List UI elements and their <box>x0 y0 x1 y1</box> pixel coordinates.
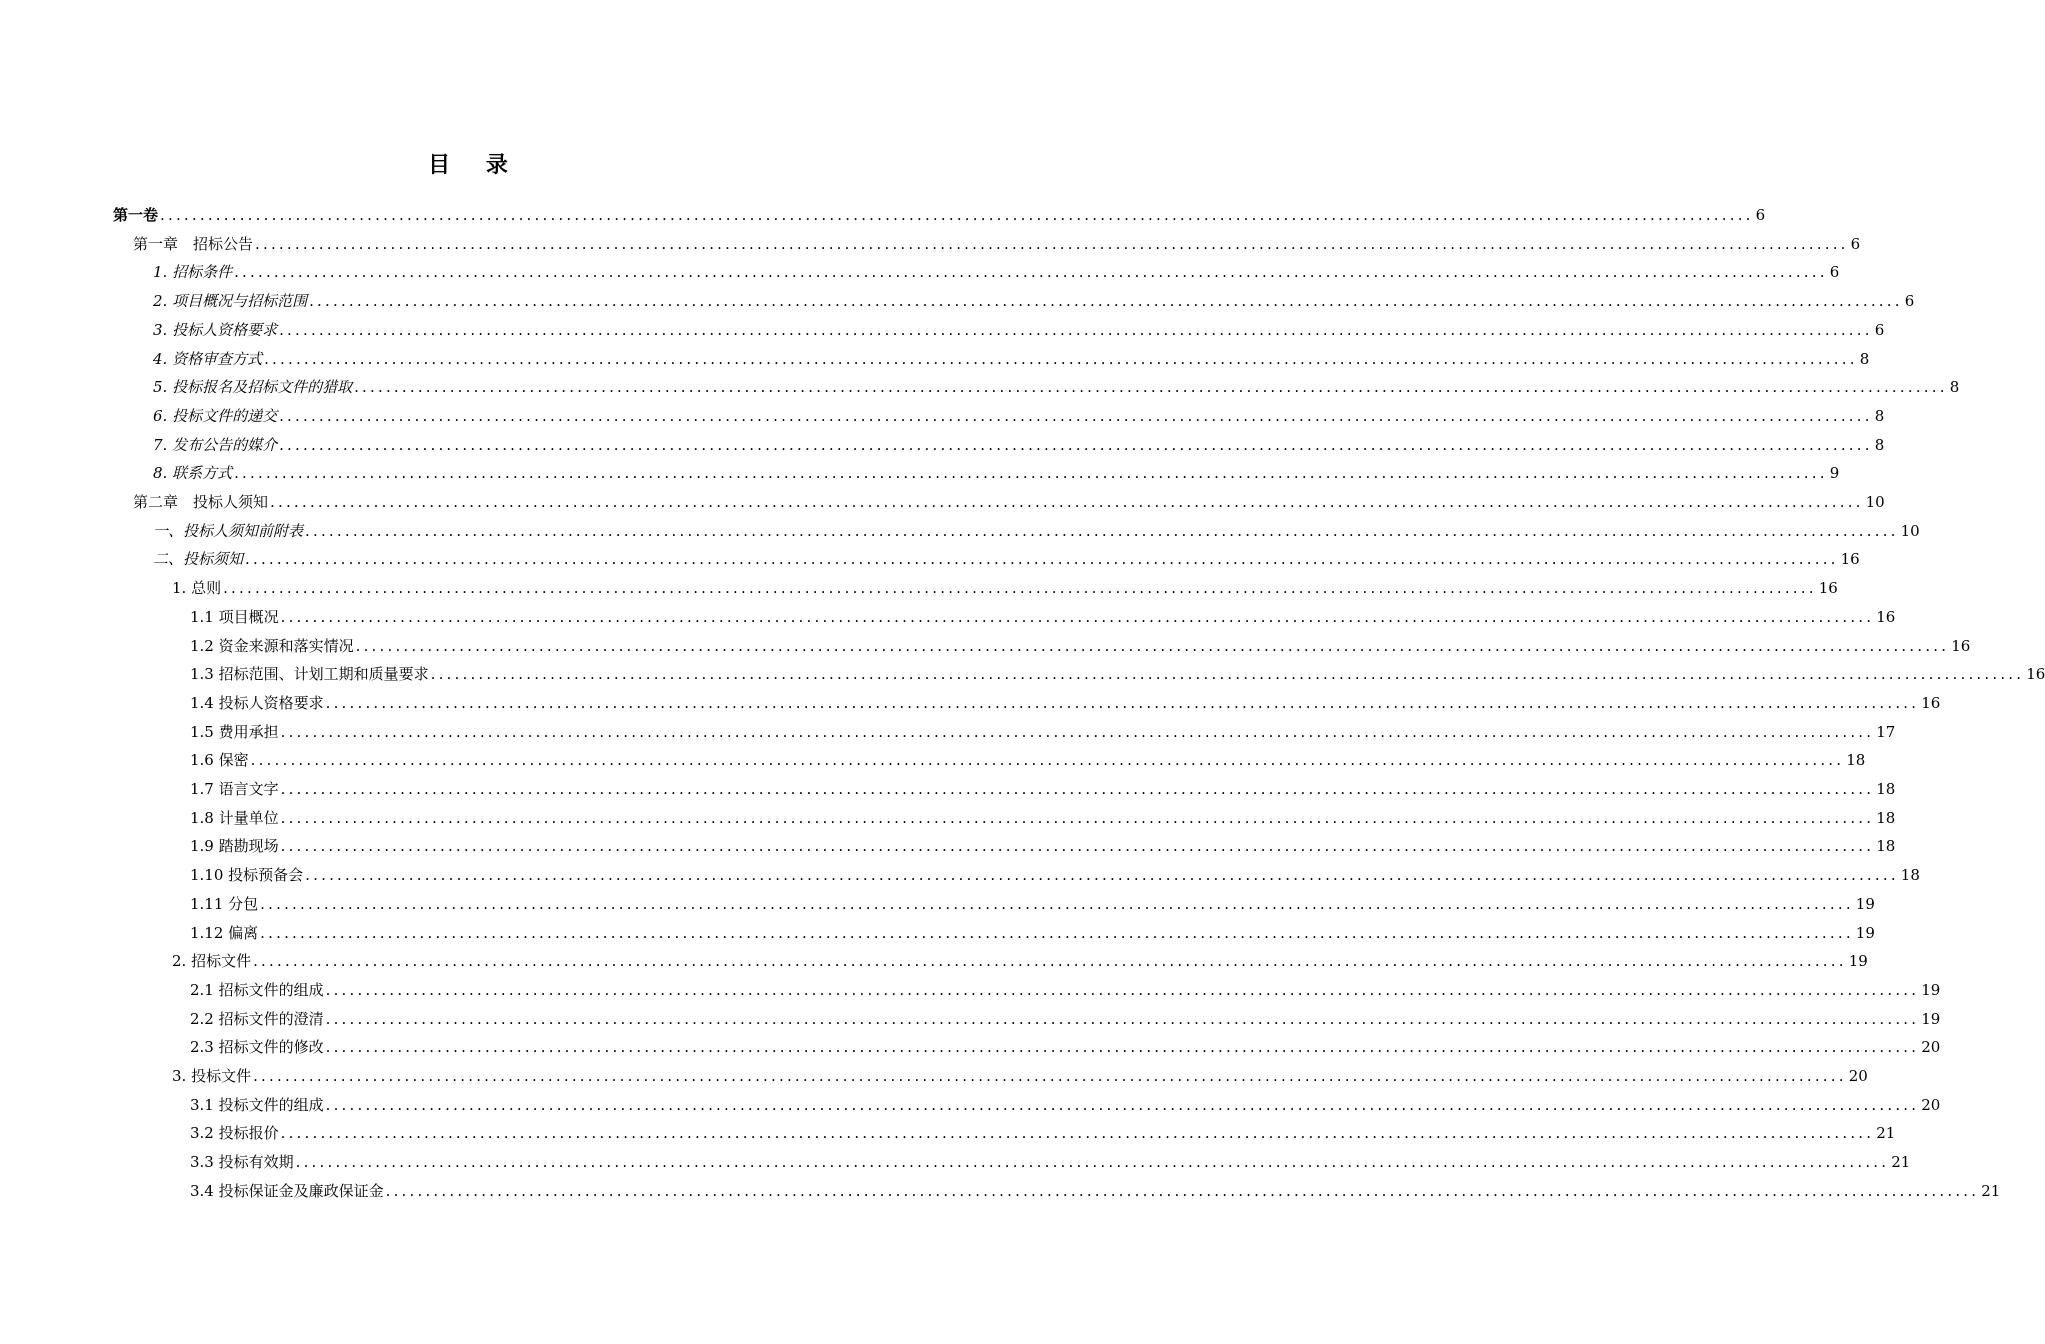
toc-dot-leader: ........................................................................................................................................................................................................ <box>305 521 1899 540</box>
toc-entry-label: 1.10 投标预备会 <box>190 866 304 885</box>
toc-entry[interactable] <box>190 628 1971 656</box>
toc-entry[interactable] <box>172 943 1868 971</box>
toc-entry-label: 1.8 计量单位 <box>190 808 279 827</box>
toc-dot-leader: ........................................................................................................................................................................................................ <box>430 665 2025 684</box>
toc-entry-label: 3. 投标人资格要求 <box>153 320 278 339</box>
toc-dot-leader: ........................................................................................................................................................................................................ <box>234 263 1828 282</box>
toc-entry[interactable] <box>190 886 1875 914</box>
toc-entry-page: 17 <box>1876 722 1896 741</box>
toc-entry-label: 第二章 投标人须知 <box>133 493 269 511</box>
toc-entry-page: 20 <box>1848 1067 1868 1085</box>
toc-entry[interactable] <box>153 427 1885 455</box>
toc-entry-label: 1.5 费用承担 <box>190 722 279 741</box>
toc-entry-label: 2.2 招标文件的澄清 <box>190 1009 324 1028</box>
toc-entry-label: 一、投标人须知前附表 <box>153 521 304 540</box>
toc-dot-leader: ........................................................................................................................................................................................................ <box>325 1009 1920 1028</box>
toc-entry-label: 1.7 语言文字 <box>190 780 279 798</box>
toc-entry[interactable] <box>172 1058 1868 1086</box>
toc-entry-page: 18 <box>1846 751 1866 770</box>
toc-entry[interactable] <box>153 541 1860 569</box>
toc-dot-leader: ........................................................................................................................................................................................................ <box>280 1124 1875 1143</box>
toc-entry-page: 18 <box>1876 780 1896 798</box>
toc-dot-leader: ........................................................................................................................................................................................................ <box>160 206 1754 224</box>
toc-entry-label: 3.4 投标保证金及廉政保证金 <box>190 1181 384 1200</box>
toc-dot-leader: ........................................................................................................................................................................................................ <box>255 234 1849 253</box>
toc-entry-page: 10 <box>1865 493 1885 511</box>
toc-title: 目 录 <box>428 153 522 178</box>
toc-entry-label: 1.11 分包 <box>190 894 259 913</box>
toc-entry-page: 18 <box>1900 866 1920 885</box>
toc-entry-label: 3.2 投标报价 <box>190 1124 279 1143</box>
toc-entry-page: 21 <box>1891 1153 1911 1172</box>
toc-dot-leader: ........................................................................................................................................................................................................ <box>280 837 1875 856</box>
toc-entry[interactable] <box>190 857 1920 885</box>
toc-dot-leader: ........................................................................................................................................................................................................ <box>234 464 1828 483</box>
toc-dot-leader: ........................................................................................................................................................................................................ <box>325 980 1920 999</box>
toc-entry-page: 16 <box>1840 550 1860 569</box>
toc-entry-label: 4. 资格审查方式 <box>153 349 263 368</box>
toc-entry-label: 1.2 资金来源和落实情况 <box>190 636 354 655</box>
toc-dot-leader: ........................................................................................................................................................................................................ <box>354 378 1948 397</box>
toc-entry-label: 1. 总则 <box>172 579 222 598</box>
toc-entry[interactable] <box>153 341 1870 369</box>
toc-entry-page: 16 <box>1876 607 1896 626</box>
toc-dot-leader: ........................................................................................................................................................................................................ <box>280 780 1875 798</box>
toc-dot-leader: ........................................................................................................................................................................................................ <box>309 292 1903 311</box>
toc-entry[interactable] <box>153 283 1915 311</box>
toc-entry[interactable] <box>190 828 1896 856</box>
toc-entry-page: 16 <box>2026 665 2045 684</box>
toc-entry-page: 6 <box>1755 206 1766 224</box>
toc-dot-leader: ........................................................................................................................................................................................................ <box>325 1095 1920 1114</box>
toc-entry[interactable] <box>153 254 1840 282</box>
toc-entry[interactable] <box>190 915 1875 943</box>
toc-entry[interactable] <box>190 1087 1941 1115</box>
toc-entry-label: 1.3 招标范围、计划工期和质量要求 <box>190 665 429 684</box>
toc-entry[interactable] <box>190 599 1896 627</box>
toc-entry-label: 7. 发布公告的媒介 <box>153 435 278 454</box>
toc-dot-leader: ........................................................................................................................................................................................................ <box>325 693 1920 712</box>
toc-entry-label: 2.1 招标文件的组成 <box>190 980 324 999</box>
toc-entry-label: 1.12 偏离 <box>190 923 259 942</box>
toc-entry-page: 19 <box>1848 952 1868 971</box>
toc-entry[interactable] <box>133 484 1885 512</box>
toc-entry[interactable] <box>113 197 1766 225</box>
toc-entry-page: 18 <box>1876 837 1896 856</box>
toc-entry-page: 9 <box>1829 464 1840 483</box>
toc-entry-page: 8 <box>1874 435 1885 454</box>
toc-entry-page: 16 <box>1951 636 1971 655</box>
toc-entry-label: 1.4 投标人资格要求 <box>190 693 324 712</box>
toc-entry[interactable] <box>153 369 1960 397</box>
toc-dot-leader: ........................................................................................................................................................................................................ <box>270 493 1864 511</box>
toc-entry[interactable] <box>190 1001 1941 1029</box>
toc-entry-page: 19 <box>1855 894 1875 913</box>
toc-dot-leader: ........................................................................................................................................................................................................ <box>260 923 1854 942</box>
toc-dot-leader: ........................................................................................................................................................................................................ <box>250 751 1845 770</box>
toc-entry-label: 2. 项目概况与招标范围 <box>153 292 308 311</box>
toc-entry-label: 第一章 招标公告 <box>133 234 254 253</box>
toc-dot-leader: ........................................................................................................................................................................................................ <box>279 320 1873 339</box>
toc-entry-page: 20 <box>1921 1038 1941 1057</box>
toc-entry[interactable] <box>190 1029 1941 1057</box>
toc-entry-label: 2.3 招标文件的修改 <box>190 1038 324 1057</box>
toc-dot-leader: ........................................................................................................................................................................................................ <box>253 952 1847 971</box>
toc-entry-page: 21 <box>1981 1181 2001 1200</box>
toc-entry[interactable] <box>190 1144 1911 1172</box>
toc-dot-leader: ........................................................................................................................................................................................................ <box>280 722 1875 741</box>
toc-entry-label: 5. 投标报名及招标文件的猎取 <box>153 378 353 397</box>
toc-entry-label: 二、投标须知 <box>153 550 244 569</box>
toc-dot-leader: ........................................................................................................................................................................................................ <box>305 866 1899 885</box>
toc-entry-page: 8 <box>1859 349 1870 368</box>
toc-entry-page: 18 <box>1876 808 1896 827</box>
toc-entry[interactable] <box>190 714 1896 742</box>
toc-entry-page: 6 <box>1829 263 1840 282</box>
toc-dot-leader: ........................................................................................................................................................................................................ <box>355 636 1950 655</box>
toc-entry-page: 6 <box>1850 234 1861 253</box>
toc-entry[interactable] <box>172 570 1838 598</box>
toc-entry-label: 8. 联系方式 <box>153 464 233 483</box>
toc-entry[interactable] <box>190 800 1896 828</box>
toc-dot-leader: ........................................................................................................................................................................................................ <box>223 579 1817 598</box>
toc-entry-label: 1. 招标条件 <box>153 263 233 282</box>
toc-entry[interactable] <box>190 685 1941 713</box>
toc-entry[interactable] <box>190 1173 2001 1201</box>
toc-dot-leader: ........................................................................................................................................................................................................ <box>385 1181 1980 1200</box>
toc-dot-leader: ........................................................................................................................................................................................................ <box>264 349 1858 368</box>
toc-entry-label: 1.9 踏勘现场 <box>190 837 279 856</box>
toc-entry[interactable] <box>190 656 2045 684</box>
toc-entry-page: 21 <box>1876 1124 1896 1143</box>
toc-entry-page: 20 <box>1921 1095 1941 1114</box>
toc-dot-leader: ........................................................................................................................................................................................................ <box>253 1067 1847 1085</box>
toc-dot-leader: ........................................................................................................................................................................................................ <box>280 607 1875 626</box>
toc-dot-leader: ........................................................................................................................................................................................................ <box>325 1038 1920 1057</box>
toc-entry-page: 19 <box>1921 980 1941 999</box>
toc-entry-label: 第一卷 <box>113 206 159 224</box>
toc-entry[interactable] <box>190 1115 1896 1143</box>
toc-entry-page: 16 <box>1921 693 1941 712</box>
toc-entry[interactable] <box>190 771 1896 799</box>
toc-entry-page: 19 <box>1855 923 1875 942</box>
toc-entry-page: 19 <box>1921 1009 1941 1028</box>
toc-entry[interactable] <box>190 972 1941 1000</box>
toc-dot-leader: ........................................................................................................................................................................................................ <box>279 435 1873 454</box>
toc-entry-label: 1.1 项目概况 <box>190 607 279 626</box>
toc-entry-label: 3.1 投标文件的组成 <box>190 1095 324 1114</box>
toc-dot-leader: ........................................................................................................................................................................................................ <box>279 406 1873 425</box>
toc-entry-page: 16 <box>1818 579 1838 598</box>
toc-entry-page: 6 <box>1874 320 1885 339</box>
toc-dot-leader: ........................................................................................................................................................................................................ <box>295 1153 1890 1172</box>
toc-entry[interactable] <box>190 742 1866 770</box>
toc-entry[interactable] <box>153 398 1885 426</box>
toc-dot-leader: ........................................................................................................................................................................................................ <box>280 808 1875 827</box>
toc-entry-label: 6. 投标文件的递交 <box>153 406 278 425</box>
toc-entry-page: 8 <box>1874 406 1885 425</box>
toc-dot-leader: ........................................................................................................................................................................................................ <box>245 550 1839 569</box>
toc-entry-page: 8 <box>1949 378 1960 397</box>
toc-entry[interactable] <box>133 226 1861 254</box>
toc-dot-leader: ........................................................................................................................................................................................................ <box>260 894 1854 913</box>
toc-entry[interactable] <box>153 513 1920 541</box>
toc-entry-page: 6 <box>1904 292 1915 311</box>
toc-entry-label: 3. 投标文件 <box>172 1067 252 1085</box>
toc-entry-label: 2. 招标文件 <box>172 952 252 971</box>
toc-entry-page: 10 <box>1900 521 1920 540</box>
toc-entry-label: 1.6 保密 <box>190 751 249 770</box>
toc-entry[interactable] <box>153 312 1885 340</box>
toc-entry-label: 3.3 投标有效期 <box>190 1153 294 1172</box>
toc-entry[interactable] <box>153 455 1840 483</box>
